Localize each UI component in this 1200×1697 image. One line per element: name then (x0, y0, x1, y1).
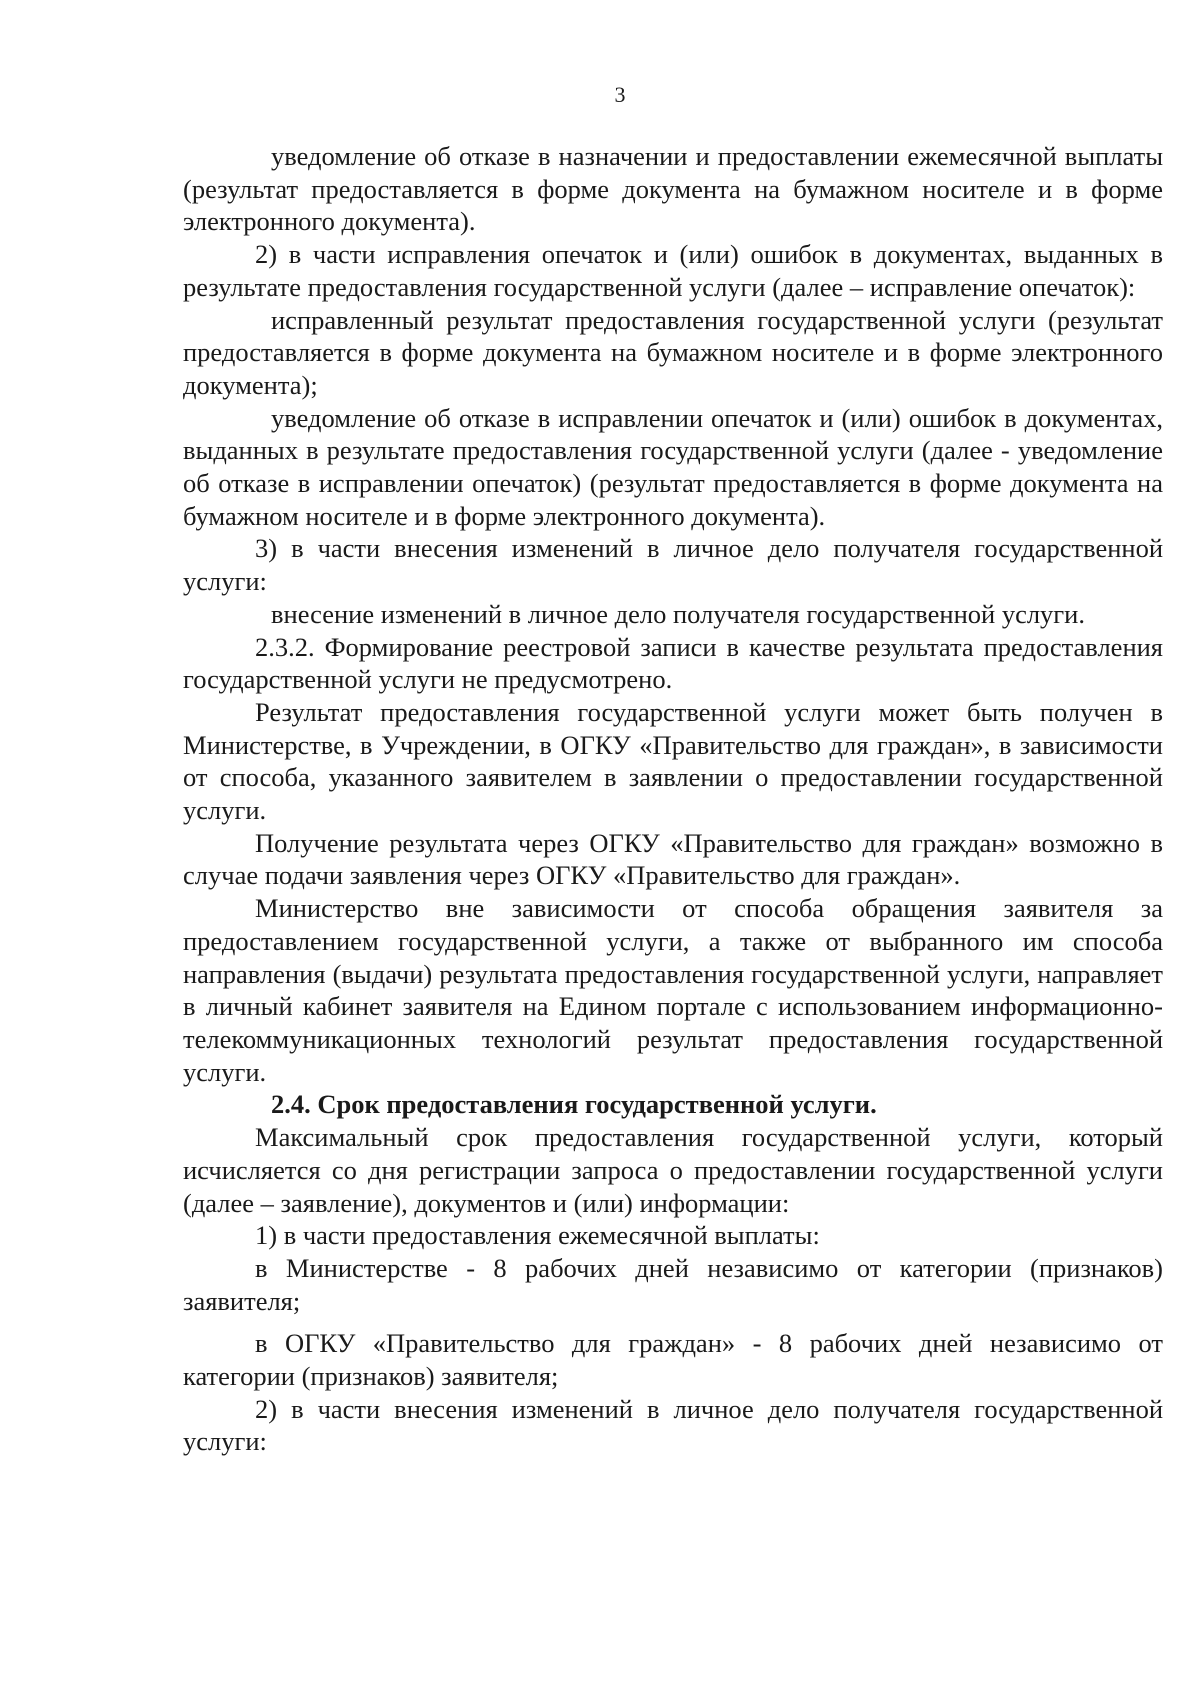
document-body (183, 140, 1163, 1458)
paragraph: Получение результата через ОГКУ «Правительство для граждан» возможно в случае подачи заявления через ОГКУ «Правительство для граждан». (183, 827, 1163, 891)
page-number: 3 (614, 82, 626, 107)
paragraph: 3) в части внесения изменений в личное дело получателя государственной услуги: (183, 533, 1163, 597)
paragraph: 2.3.2. Формирование реестровой записи в качестве результата предоставления государственной услуги не предусмотрено. (183, 631, 1163, 695)
paragraph: 1) в части предоставления ежемесячной выплаты: (255, 1220, 820, 1251)
paragraph: уведомление об отказе в назначении и предоставлении ежемесячной выплаты (результат предоставляется в форме документа на бумажном носителе и в форме электронного документа). (183, 141, 1163, 237)
paragraph: Результат предоставления государственной услуги может быть получен в Министерстве, в Учреждении, в ОГКУ «Правительство для граждан», в зависимости от способа, указанного заявителем в заявлении о предоставлении государственной услуги. (183, 696, 1163, 826)
paragraph: исправленный результат предоставления государственной услуги (результат предоставляется в форме документа на бумажном носителе и в форме электронного документа); (183, 304, 1163, 400)
paragraph: уведомление об отказе в исправлении опечаток и (или) ошибок в документах, выданных в результате предоставления государственной услуги (далее - уведомление об отказе в исправлении опечаток) (результат предоставляется в форме документа на бумажном носителе и в форме электронного документа). (183, 402, 1163, 531)
paragraph: Максимальный срок предоставления государственной услуги, который исчисляется со дня регистрации запроса о предоставлении государственной услуги (далее – заявление), документов и (или) информации: (183, 1122, 1163, 1218)
paragraph: 2) в части внесения изменений в личное дело получателя государственной услуги: (183, 1393, 1163, 1457)
section-heading: 2.4. Срок предоставления государственной услуги. (271, 1089, 877, 1120)
paragraph: в ОГКУ «Правительство для граждан» - 8 рабочих дней независимо от категории (признаков) заявителя; (183, 1328, 1163, 1392)
paragraph: Министерство вне зависимости от способа обращения заявителя за предоставлением государственной услуги, а также от выбранного им способа направления (выдачи) результата предоставления государственной услуги, направляет в личный кабинет заявителя на Едином портале с использованием информационно-телекоммуникационных технологий результат предоставления государственной услуги. (183, 893, 1163, 1087)
paragraph: внесение изменений в личное дело получателя государственной услуги. (271, 598, 1085, 629)
paragraph: в Министерстве - 8 рабочих дней независимо от категории (признаков) заявителя; (183, 1252, 1163, 1316)
paragraph: 2) в части исправления опечаток и (или) ошибок в документах, выданных в результате предоставления государственной услуги (далее – исправление опечаток): (183, 239, 1163, 302)
